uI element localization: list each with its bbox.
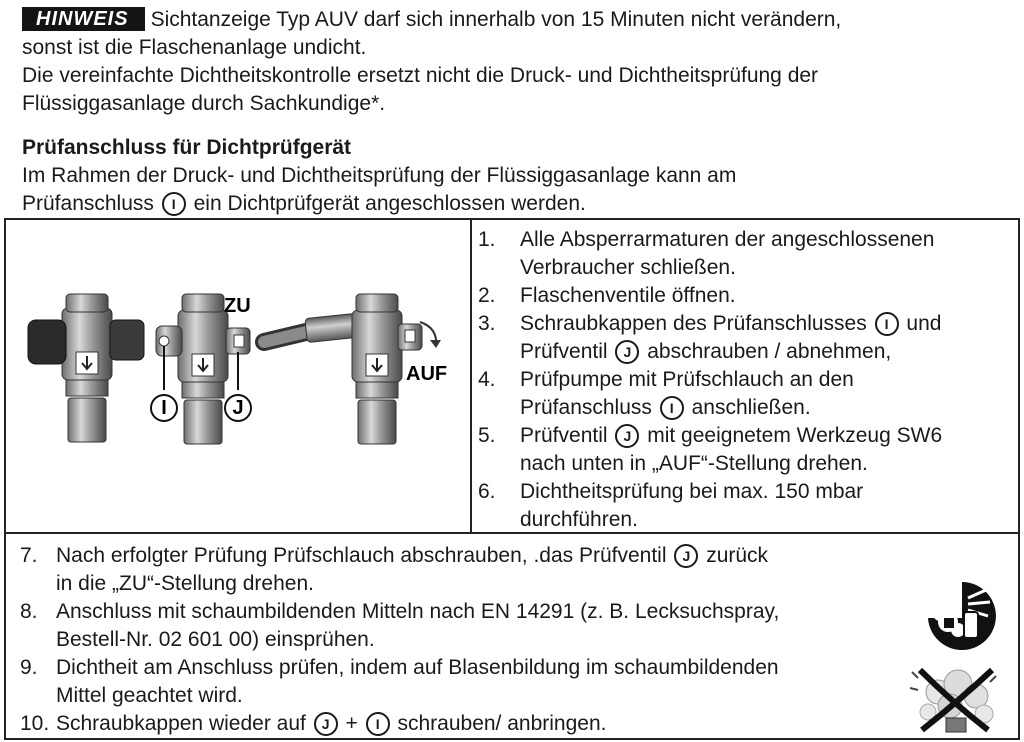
marker-j-icon: J xyxy=(615,340,639,364)
marker-i-icon: I xyxy=(162,192,186,216)
marker-i-icon: I xyxy=(660,396,684,420)
label-auf: AUF xyxy=(406,363,448,385)
marker-i-icon: I xyxy=(875,312,899,336)
valve-1-icon xyxy=(28,294,144,442)
list-item-step-5: 5. Prüfventil J mit geeignetem Werkzeug SW6 nach unten in „AUF“-Stellung drehen. xyxy=(478,424,943,475)
list-item-step-7: 7. Nach erfolgter Prüfung Prüfschlauch abschrauben, .das Prüfventil J zurück in die „ZU“-Stellung drehen. xyxy=(20,544,769,595)
steps-list-top xyxy=(478,226,1013,534)
leak-spray-icon xyxy=(918,578,1004,654)
label-zu: ZU xyxy=(224,295,251,317)
steps-list-bottom xyxy=(20,542,900,738)
section-heading: Prüfanschluss für Dichtprüfgerät xyxy=(22,136,352,159)
hinweis-text-4: Flüssiggasanlage durch Sachkundige*. xyxy=(22,92,386,115)
hinweis-badge: HINWEIS xyxy=(22,7,145,31)
hinweis-line-1 xyxy=(22,6,1012,34)
marker-i-icon: I xyxy=(366,712,390,736)
no-bubbles-icon xyxy=(906,662,1006,736)
list-item-step-9: 9. Dichtheit am Anschluss prüfen, indem auf Blasenbildung im schaumbildenden Mittel geachtet wird. xyxy=(20,656,779,707)
list-item-step-3: 3. Schraubkappen des Prüfanschlusses I und Prüfventil J abschrauben / abnehmen, xyxy=(478,312,942,363)
hinweis-text-1: Sichtanzeige Typ AUV darf sich innerhalb von 15 Minuten nicht verändern, xyxy=(150,8,842,31)
valve-figure-cell xyxy=(6,220,472,532)
valve-illustration xyxy=(6,220,470,532)
list-item-step-4: 4. Prüfpumpe mit Prüfschlauch an den Prüfanschluss I anschließen. xyxy=(478,368,854,419)
list-item-step-6: 6. Dichtheitsprüfung bei max. 150 mbar durchführen. xyxy=(478,480,864,531)
hinweis-text-2: sonst ist die Flaschenanlage undicht. xyxy=(22,36,367,59)
list-item-step-2: 2. Flaschenventile öffnen. xyxy=(478,284,736,307)
callout-i-label: I xyxy=(161,397,167,419)
callout-j-label: J xyxy=(232,397,244,419)
hinweis-block xyxy=(22,6,1012,118)
instruction-table-top xyxy=(4,218,1020,534)
section-pruefanschluss xyxy=(22,134,1012,218)
marker-j-icon: J xyxy=(314,712,338,736)
hinweis-text-3: Die vereinfachte Dichtheitskontrolle ersetzt nicht die Druck- und Dichtheitsprüfung der xyxy=(22,64,819,87)
marker-j-icon: J xyxy=(615,424,639,448)
section-intro-1: Im Rahmen der Druck- und Dichtheitsprüfung der Flüssiggasanlage kann am xyxy=(22,164,737,187)
section-intro-2: Prüfanschluss I ein Dichtprüfgerät angeschlossen werden. xyxy=(22,192,586,215)
instruction-table-bottom xyxy=(4,532,1020,740)
list-item-step-8: 8. Anschluss mit schaumbildenden Mitteln nach EN 14291 (z. B. Lecksuchspray, Bestell-Nr. 02 601 00) einsprühen. xyxy=(20,600,780,651)
list-item-step-1: 1. Alle Absperrarmaturen der angeschlossenen Verbraucher schließen. xyxy=(478,228,935,279)
list-item-step-10: 10. Schraubkappen wieder auf J + I schrauben/ anbringen. xyxy=(20,712,607,735)
marker-j-icon: J xyxy=(674,544,698,568)
